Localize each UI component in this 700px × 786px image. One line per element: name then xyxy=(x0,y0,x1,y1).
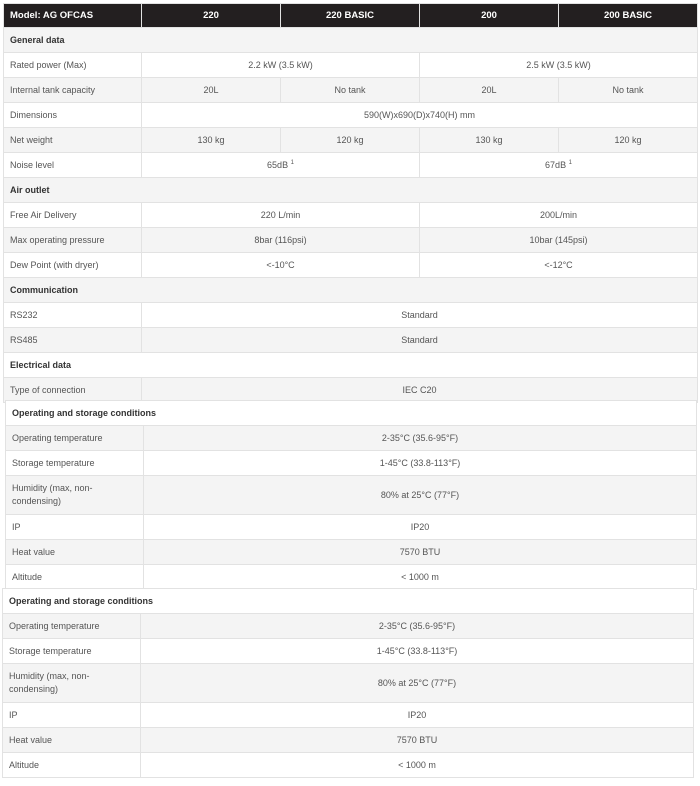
row-label: Operating temperature xyxy=(3,614,141,639)
cell-value: 2.5 kW (3.5 kW) xyxy=(420,53,698,78)
section-title: Electrical data xyxy=(4,353,698,378)
row-label: Heat value xyxy=(6,540,144,565)
table-row xyxy=(6,515,697,540)
row-label: Noise level xyxy=(4,153,142,178)
cell-value: < 1000 m xyxy=(144,565,697,590)
cell-value: 130 kg xyxy=(420,128,559,153)
cell-value: 200L/min xyxy=(420,203,698,228)
col-200-basic-header: 200 BASIC xyxy=(559,4,698,28)
cell-value: <-12°C xyxy=(420,253,698,278)
row-label: Internal tank capacity xyxy=(4,78,142,103)
table-row xyxy=(6,451,697,476)
section-title: General data xyxy=(4,28,698,53)
cell-value xyxy=(142,153,420,178)
col-220-basic-header: 220 BASIC xyxy=(281,4,420,28)
table-row xyxy=(4,203,698,228)
row-label: Max operating pressure xyxy=(4,228,142,253)
section-communication xyxy=(4,278,698,303)
table-row xyxy=(4,378,698,403)
cell-value: 20L xyxy=(420,78,559,103)
table-row xyxy=(4,78,698,103)
cell-value: 2-35°C (35.6-95°F) xyxy=(144,426,697,451)
cell-value: Standard xyxy=(142,303,698,328)
table-row xyxy=(6,565,697,590)
table-row xyxy=(4,153,698,178)
noise-220-value: 65dB xyxy=(267,160,289,170)
table-row xyxy=(4,328,698,353)
table-row xyxy=(4,53,698,78)
row-label: Net weight xyxy=(4,128,142,153)
row-label: Storage temperature xyxy=(6,451,144,476)
cell-value: 20L xyxy=(142,78,281,103)
cell-value: < 1000 m xyxy=(141,753,694,778)
table-row xyxy=(3,703,694,728)
cell-value: 130 kg xyxy=(142,128,281,153)
row-label: Altitude xyxy=(6,565,144,590)
table-row xyxy=(3,639,694,664)
cell-value: 10bar (145psi) xyxy=(420,228,698,253)
cell-value: 80% at 25°C (77°F) xyxy=(141,664,694,703)
cell-value: 220 L/min xyxy=(142,203,420,228)
cell-value: No tank xyxy=(559,78,698,103)
cell-value: <-10°C xyxy=(142,253,420,278)
row-label: Heat value xyxy=(3,728,141,753)
table-row xyxy=(4,228,698,253)
table-row xyxy=(4,128,698,153)
section-conditions xyxy=(3,589,694,614)
cell-value: 1-45°C (33.8-113°F) xyxy=(141,639,694,664)
cell-value: 120 kg xyxy=(281,128,420,153)
cell-value: 80% at 25°C (77°F) xyxy=(144,476,697,515)
row-label: Rated power (Max) xyxy=(4,53,142,78)
conditions-table-2 xyxy=(2,588,694,778)
table-row xyxy=(6,540,697,565)
table-row xyxy=(3,753,694,778)
section-title: Operating and storage conditions xyxy=(3,589,694,614)
section-title: Air outlet xyxy=(4,178,698,203)
cell-value: Standard xyxy=(142,328,698,353)
section-air-outlet xyxy=(4,178,698,203)
cell-value: 590(W)x690(D)x740(H) mm xyxy=(142,103,698,128)
header-row xyxy=(4,4,698,28)
cell-value: IEC C20 xyxy=(142,378,698,403)
section-electrical xyxy=(4,353,698,378)
row-label: Type of connection xyxy=(4,378,142,403)
section-conditions xyxy=(6,401,697,426)
model-header: Model: AG OFCAS xyxy=(4,4,142,28)
section-title: Operating and storage conditions xyxy=(6,401,697,426)
section-title: Communication xyxy=(4,278,698,303)
section-general xyxy=(4,28,698,53)
row-label: Humidity (max, non-condensing) xyxy=(6,476,144,515)
col-200-header: 200 xyxy=(420,4,559,28)
footnote-marker: 1 xyxy=(568,160,572,166)
cell-value: 7570 BTU xyxy=(141,728,694,753)
row-label: Operating temperature xyxy=(6,426,144,451)
cell-value: 2-35°C (35.6-95°F) xyxy=(141,614,694,639)
cell-value: IP20 xyxy=(141,703,694,728)
table-row xyxy=(3,728,694,753)
cell-value: 120 kg xyxy=(559,128,698,153)
table-row xyxy=(3,664,694,703)
table-row xyxy=(4,303,698,328)
row-label: Dimensions xyxy=(4,103,142,128)
cell-value: 1-45°C (33.8-113°F) xyxy=(144,451,697,476)
row-label: RS485 xyxy=(4,328,142,353)
cell-value: 2.2 kW (3.5 kW) xyxy=(142,53,420,78)
row-label: Altitude xyxy=(3,753,141,778)
row-label: RS232 xyxy=(4,303,142,328)
noise-200-value: 67dB xyxy=(545,160,567,170)
footnote-marker: 1 xyxy=(290,160,294,166)
row-label: Free Air Delivery xyxy=(4,203,142,228)
row-label: Storage temperature xyxy=(3,639,141,664)
col-220-header: 220 xyxy=(142,4,281,28)
cell-value: 7570 BTU xyxy=(144,540,697,565)
cell-value: No tank xyxy=(281,78,420,103)
row-label: Humidity (max, non-condensing) xyxy=(3,664,141,703)
table-row xyxy=(3,614,694,639)
table-row xyxy=(6,426,697,451)
cell-value xyxy=(420,153,698,178)
table-row xyxy=(4,103,698,128)
cell-value: IP20 xyxy=(144,515,697,540)
table-row xyxy=(6,476,697,515)
cell-value: 8bar (116psi) xyxy=(142,228,420,253)
row-label: IP xyxy=(3,703,141,728)
row-label: IP xyxy=(6,515,144,540)
row-label: Dew Point (with dryer) xyxy=(4,253,142,278)
table-row xyxy=(4,253,698,278)
spec-table-main xyxy=(3,3,698,403)
conditions-table-1 xyxy=(5,400,697,590)
